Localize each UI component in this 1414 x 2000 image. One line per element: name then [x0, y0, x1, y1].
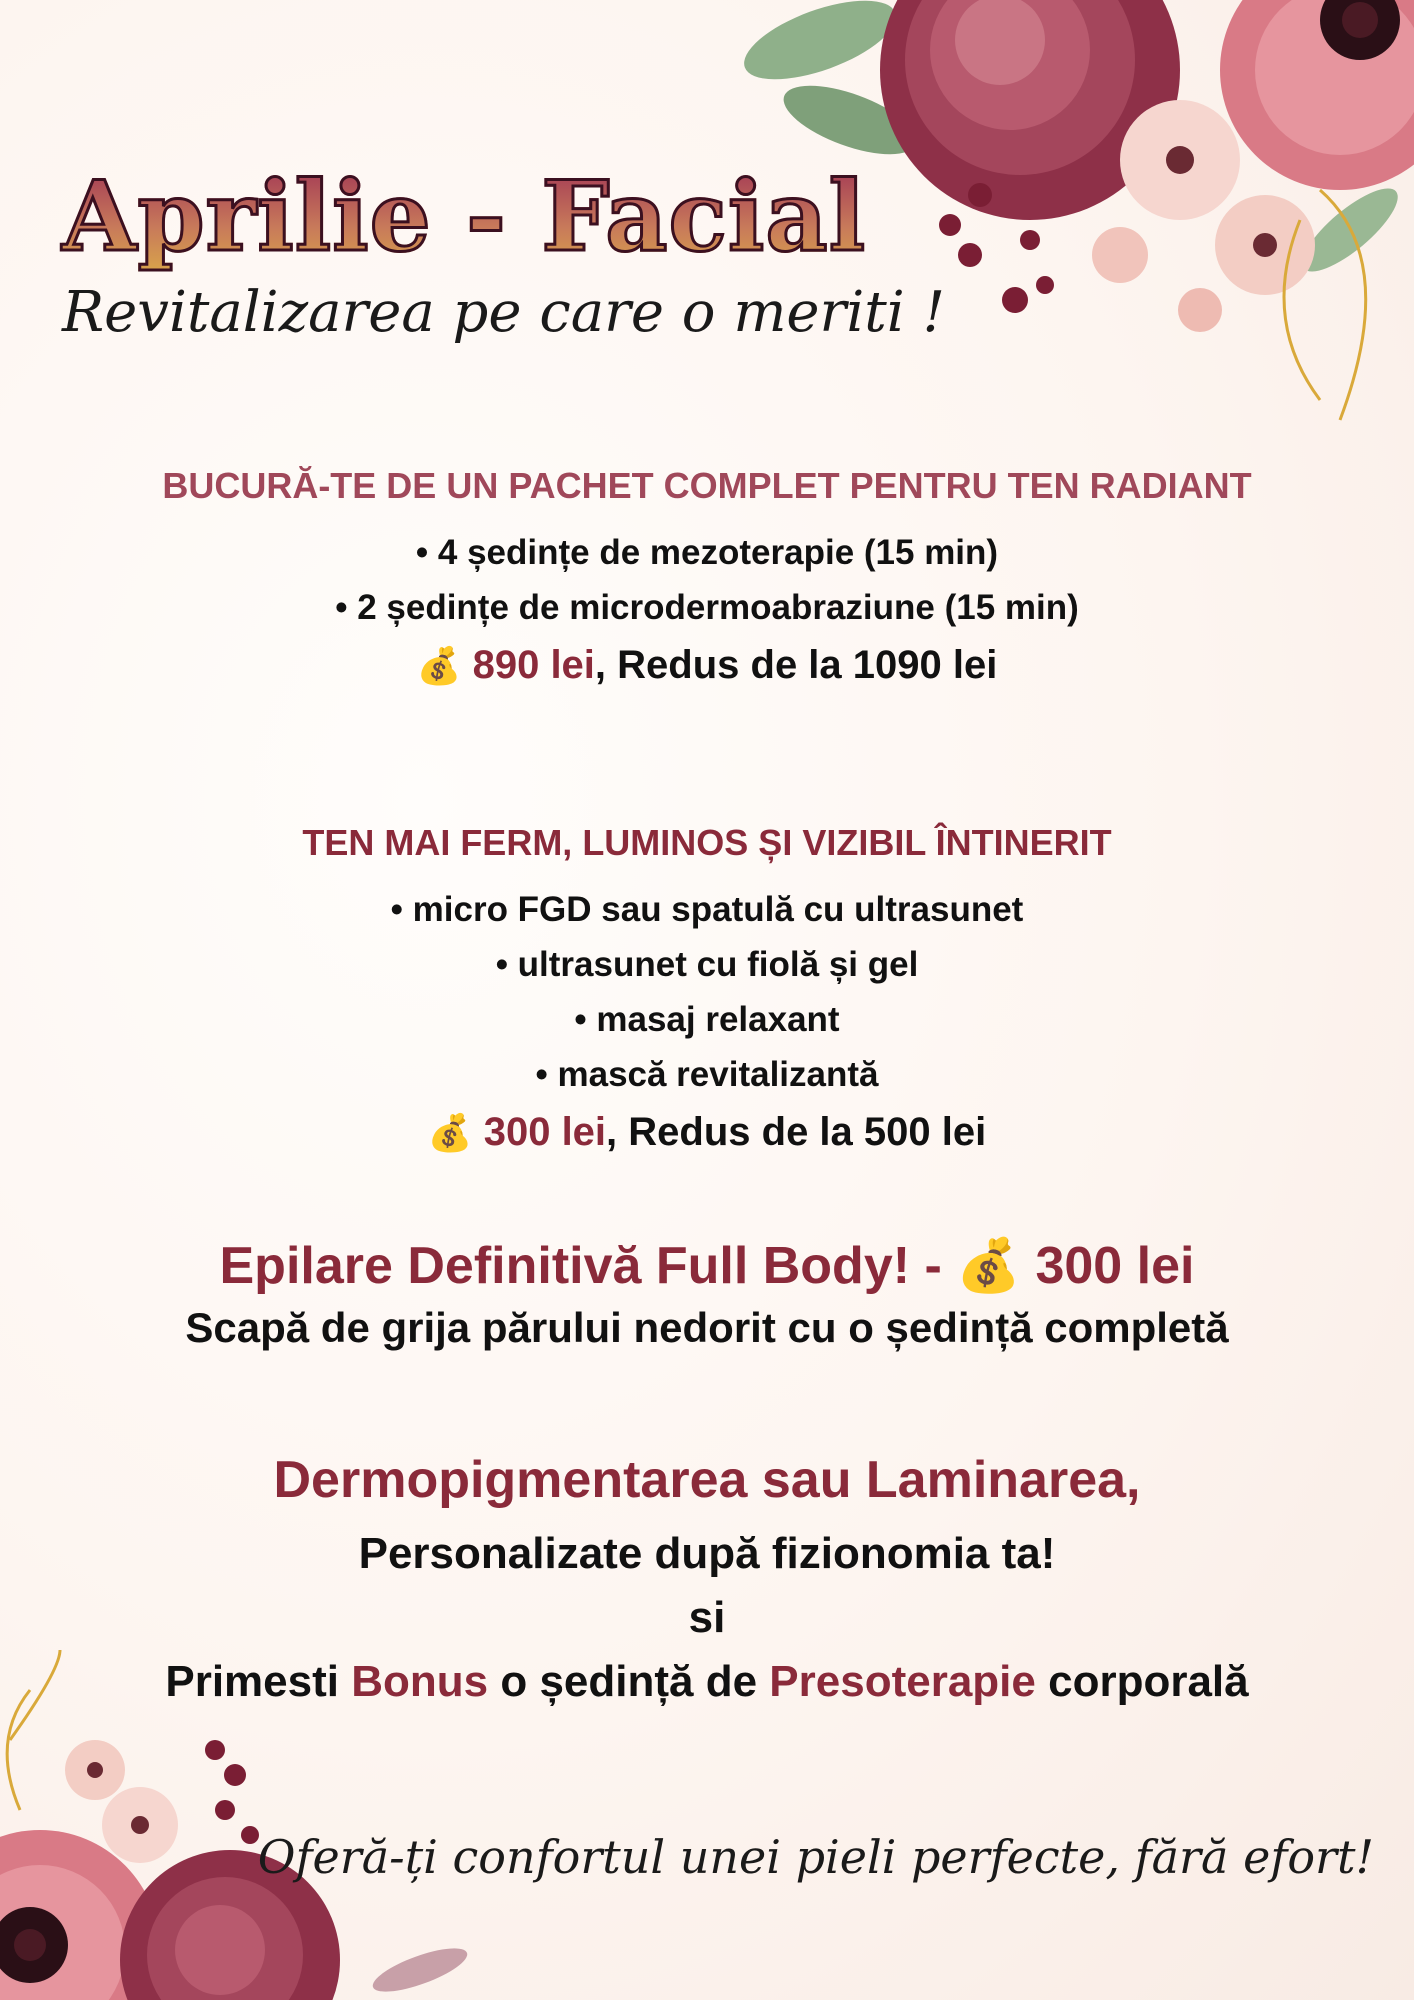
money-bag-icon: 💰	[956, 1237, 1022, 1295]
list-item: • mască revitalizantă	[535, 1055, 879, 1094]
list-item: • 4 ședințe de mezoterapie (15 min)	[415, 533, 999, 572]
bonus-word: Bonus	[351, 1657, 489, 1706]
dermo-offer	[0, 1450, 1414, 1714]
epilation-title: Epilare Definitivă Full Body! -	[219, 1237, 957, 1295]
package-firming	[0, 822, 1414, 1163]
money-bag-icon: 💰	[427, 1112, 473, 1153]
price-original: , Redus de la 1090 lei	[594, 643, 998, 687]
list-item: • ultrasunet cu fiolă și gel	[495, 945, 919, 984]
bonus-middle: o ședință de	[488, 1657, 770, 1706]
package-heading: BUCURĂ-TE DE UN PACHET COMPLET PENTRU TEN RADIANT	[162, 465, 1252, 506]
list-item: • 2 ședințe de microdermoabraziune (15 min)	[335, 588, 1079, 627]
epilation-description: Scapă de grija părului nedorit cu o ședință completă	[185, 1304, 1229, 1351]
dermo-heading: Dermopigmentarea sau Laminarea,	[273, 1451, 1141, 1509]
price-line	[0, 1102, 1414, 1163]
list-item: • micro FGD sau spatulă cu ultrasunet	[390, 890, 1024, 929]
dermo-line-2: si	[688, 1593, 726, 1642]
bonus-suffix: corporală	[1035, 1657, 1249, 1706]
package-radiant	[0, 465, 1414, 696]
epilation-offer	[0, 1235, 1414, 1352]
price-current: 300 lei	[483, 1110, 607, 1154]
price-original: , Redus de la 500 lei	[606, 1110, 987, 1154]
leaf-icon	[735, 0, 906, 96]
bonus-prefix: Primesti	[165, 1657, 352, 1706]
list-item: • masaj relaxant	[574, 1000, 840, 1039]
money-bag-icon: 💰	[416, 645, 462, 686]
page-subtitle: Revitalizarea pe care o meriti !	[62, 280, 945, 345]
package-heading: TEN MAI FERM, LUMINOS ȘI VIZIBIL ÎNTINERIT	[302, 822, 1112, 863]
epilation-heading	[0, 1235, 1414, 1296]
dermo-line-1: Personalizate după fizionomia ta!	[358, 1529, 1056, 1578]
bonus-service: Presoterapie	[769, 1657, 1036, 1706]
anemone-pink-icon	[1220, 0, 1414, 190]
bonus-line	[0, 1650, 1414, 1714]
price-line	[0, 635, 1414, 696]
price-current: 890 lei	[472, 643, 595, 687]
epilation-price: 300 lei	[1021, 1237, 1195, 1295]
footer-tagline: Oferă-ți confortul unei pieli perfecte, fără efort!	[257, 1830, 1374, 1884]
page-title: Aprilie - Facial	[62, 160, 867, 273]
